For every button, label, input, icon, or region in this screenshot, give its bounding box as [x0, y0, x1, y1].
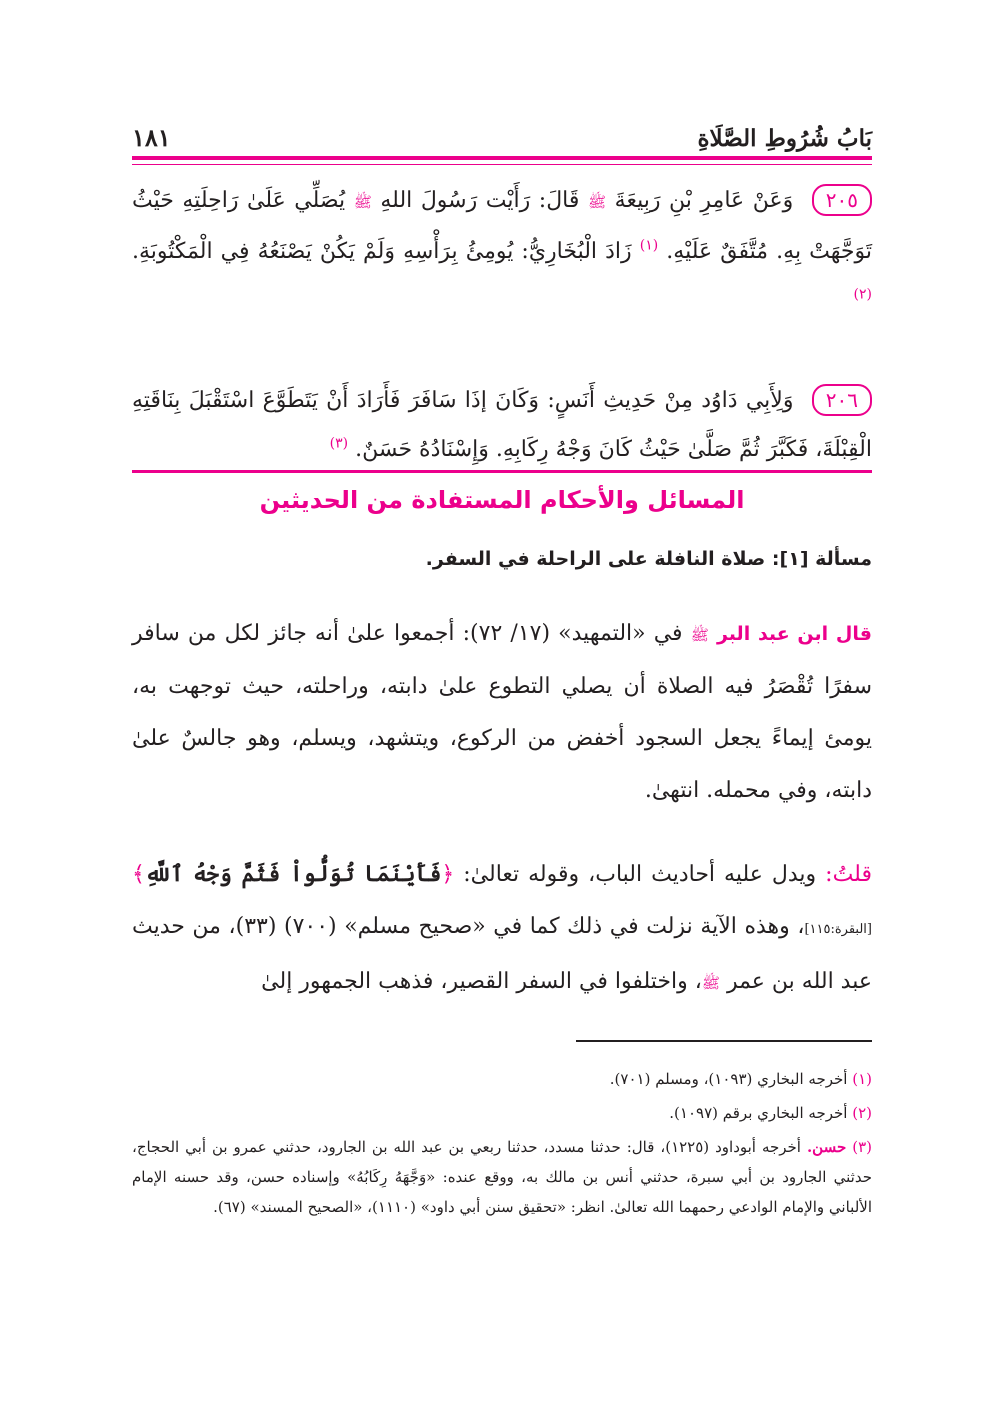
paragraph-qult: [132, 848, 872, 1009]
ayah-open-bracket: ﴿: [441, 862, 455, 887]
footnote-number: (٢): [852, 1104, 872, 1122]
paragraph-text: ويدل عليه أحاديث الباب، وقوله تعالىٰ:: [463, 862, 817, 887]
header-rule-thin: [132, 164, 872, 165]
paragraph-ibn-abd-al-barr: [132, 608, 872, 817]
masala-label: مسألة [١]:: [771, 548, 872, 570]
ayah-close-bracket: ﴾: [132, 862, 145, 887]
paragraph-text: ، وهذه الآية نزلت في ذلك كما في «صحيح مسلم» (٧٠٠) (٣٣)، من حديث عبد الله بن عمر: [132, 914, 872, 994]
hadith-text: وَعَنْ عَامِرِ بْنِ رَبِيعَةَ: [614, 188, 794, 213]
hadith-number-badge: ٢٠٥: [812, 184, 872, 216]
footnote-ref[interactable]: (٣): [329, 435, 349, 452]
hadith-text: قَالَ: رَأَيْت رَسُولَ اللهِ: [380, 188, 580, 213]
footnote-item: [132, 1098, 872, 1128]
footnote-number: (١): [852, 1070, 872, 1088]
paragraph-text: في «التمهيد» (١٧/ ٧٢): أجمعوا علىٰ أنه جائز لكل من سافر سفرًا تُقْصَرُ فيه الصلاة أن يصلي التطوع علىٰ دابته، وراحلته، حيث توجهت به، يومئ إيماءً يجعل السجود أخفض من الركوع، ويتشهد، ويسلم، وهو جالسٌ علىٰ دابته، وفي محمله. انتهىٰ.: [132, 621, 872, 803]
running-header: [132, 112, 872, 152]
section-title: المسائل والأحكام المستفادة من الحديثين: [259, 486, 745, 514]
section-rule: [132, 470, 872, 473]
verse-reference: [البقرة:١١٥]: [804, 922, 872, 937]
footnote-item: [132, 1132, 872, 1222]
footnote-text: أخرجه البخاري (١٠٩٣)، ومسلم (٧٠١).: [609, 1070, 848, 1088]
hadith-text: زَادَ الْبُخَارِيُّ: يُومِئُ بِرَأْسِهِ وَلَمْ يَكُنْ يَصْنَعُهُ فِي الْمَكْتُوبَةِ.: [132, 239, 632, 264]
chapter-title: بَابُ شُرُوطِ الصَّلَاةِ: [697, 125, 872, 152]
scholar-name: قال ابن عبد البر: [716, 623, 872, 645]
hadith-205: [132, 176, 872, 325]
honorific-glyph: ﷺ: [701, 974, 720, 992]
hadith-text: وَلِأَبِي دَاوُد مِنْ حَدِيثِ أَنَسٍ: وَكَانَ إذَا سَافَرَ فَأَرَادَ أَنْ يَتَطَوَّعَ اسْتَقْبَلَ بِنَاقَتِهِ الْقِبْلَةَ، فَكَبَّرَ ثُمَّ صَلَّىٰ حَيْثُ كَانَ وَجْهُ رِكَابِهِ. وَإِسْنَادُهُ حَسَنٌ.: [132, 388, 872, 462]
footnote-ref[interactable]: (٢): [853, 286, 872, 303]
hadith-text: يُصَلِّي عَلَىٰ رَاحِلَتِهِ حَيْثُ تَوَجَّهَتْ بِهِ. مُتَّفَقٌ عَلَيْهِ.: [132, 188, 872, 264]
quran-verse: فَأَيْنَمَا تُوَلُّواْ فَثَمَّ وَجْهُ ٱللَّهِ: [144, 861, 442, 887]
footnote-text: أخرجه أبوداود (١٢٢٥)، قال: حدثنا مسدد، حدثنا ربعي بن عبد الله بن الجارود، حدثني عمرو بن أبي الحجاج، حدثني الجارود بن أبي سبرة، حدثني أنس بن مالك به، ووقع عنده: «وَجَّهَهُ رِكَابُهُ» وإسناده حسن، وقد حسنه الإمام الألباني والإمام الوادعي رحمهما الله تعالىٰ. انظر: «تحقيق سنن أبي داود» (١١١٠)، «الصحيح المسند» (٦٧).: [132, 1138, 872, 1216]
footnote-text: أخرجه البخاري برقم (١٠٩٧).: [669, 1104, 848, 1122]
honorific-glyph: ﷺ: [690, 626, 709, 644]
masala-heading: [132, 548, 872, 570]
footnote-item: [132, 1064, 872, 1094]
page-number: ١٨١: [132, 123, 171, 152]
honorific-glyph: ﷺ: [587, 193, 607, 211]
qult-label: قلتُ:: [825, 862, 872, 887]
footnotes: [132, 1064, 872, 1226]
header-rule-thick: [132, 156, 872, 160]
footnote-separator: [576, 1040, 872, 1042]
salutation-glyph: ﷺ: [353, 193, 372, 211]
footnote-ref[interactable]: (١): [639, 237, 659, 254]
footnote-number: (٣): [852, 1138, 872, 1156]
masala-title: صلاة النافلة على الراحلة في السفر.: [425, 548, 766, 570]
paragraph-text: ، واختلفوا في السفر القصير، فذهب الجمهور إلىٰ: [261, 969, 702, 994]
hadith-206: [132, 376, 872, 474]
grading-label: حسن.: [806, 1138, 847, 1156]
hadith-number-badge: ٢٠٦: [812, 384, 872, 416]
